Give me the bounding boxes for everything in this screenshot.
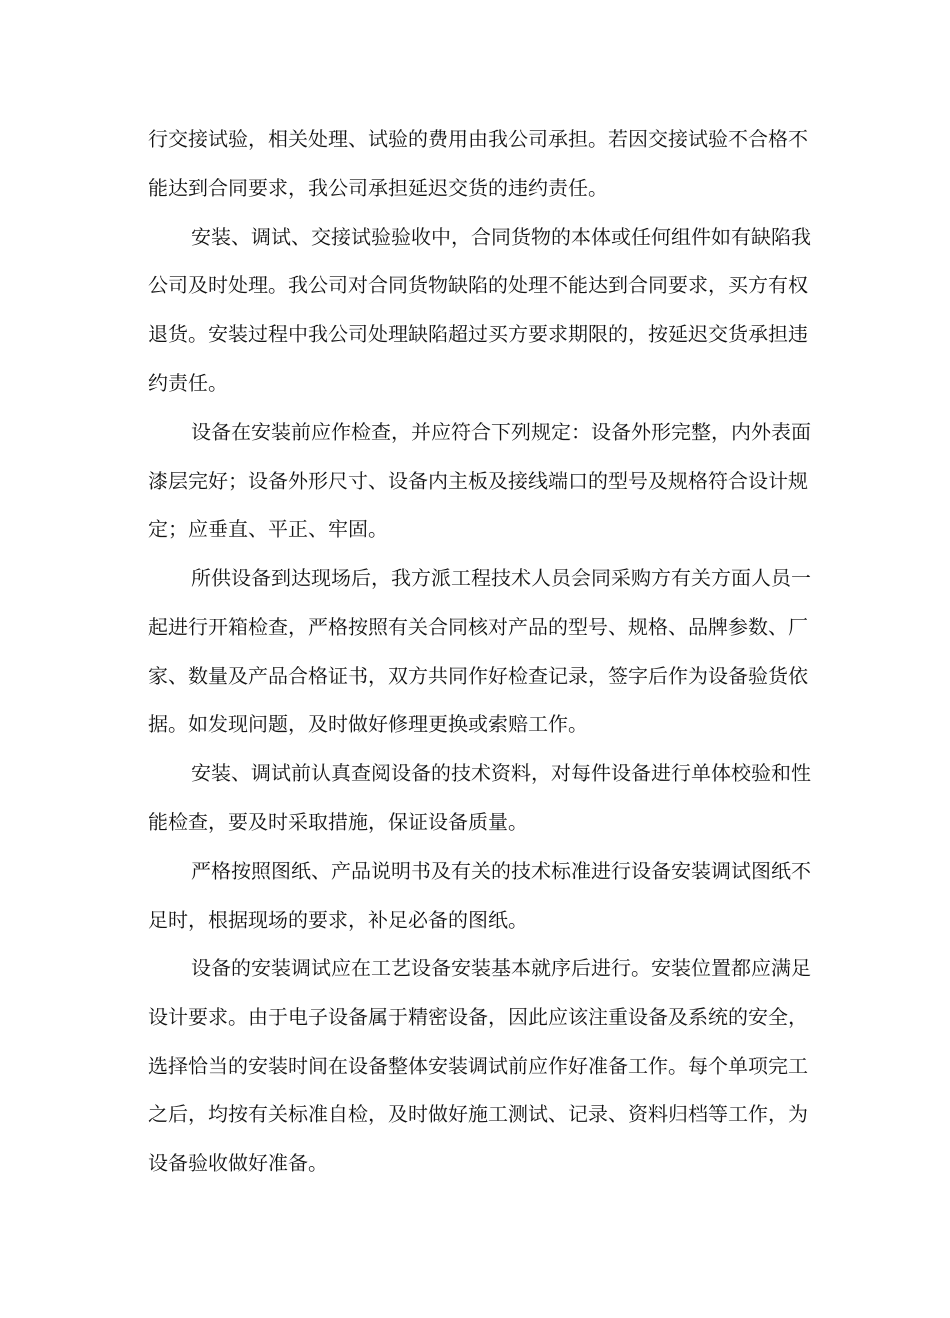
paragraph-6-line-1: 严格按照图纸、产品说明书及有关的技术标准进行设备安装调试图纸不 <box>191 859 811 883</box>
paragraph-1-line-1: 行交接试验，相关处理、试验的费用由我公司承担。若因交接试验不合格不 <box>148 127 808 151</box>
paragraph-6-line-2: 足时，根据现场的要求，补足必备的图纸。 <box>148 908 528 932</box>
paragraph-4-line-4: 据。如发现问题，及时做好修理更换或索赔工作。 <box>148 712 588 736</box>
paragraph-3-line-2: 漆层完好；设备外形尺寸、设备内主板及接线端口的型号及规格符合设计规 <box>148 469 808 493</box>
paragraph-7-line-2: 设计要求。由于电子设备属于精密设备，因此应该注重设备及系统的安全， <box>148 1005 808 1029</box>
paragraph-7-line-1: 设备的安装调试应在工艺设备安装基本就序后进行。安装位置都应满足 <box>191 956 811 980</box>
paragraph-7-line-5: 设备验收做好准备。 <box>148 1151 328 1175</box>
paragraph-7-line-4: 之后，均按有关标准自检，及时做好施工测试、记录、资料归档等工作，为 <box>148 1102 808 1126</box>
paragraph-5-line-2: 能检查，要及时采取措施，保证设备质量。 <box>148 810 528 834</box>
paragraph-7-line-3: 选择恰当的安装时间在设备整体安装调试前应作好准备工作。每个单项完工 <box>148 1054 808 1078</box>
paragraph-3-line-1: 设备在安装前应作检查，并应符合下列规定：设备外形完整，内外表面 <box>191 420 811 444</box>
paragraph-2-line-1: 安装、调试、交接试验验收中，合同货物的本体或任何组件如有缺陷我 <box>191 225 811 249</box>
paragraph-2-line-4: 约责任。 <box>148 371 228 395</box>
paragraph-4-line-2: 起进行开箱检查，严格按照有关合同核对产品的型号、规格、品牌参数、厂 <box>148 615 808 639</box>
paragraph-3-line-3: 定；应垂直、平正、牢固。 <box>148 517 388 541</box>
paragraph-2-line-2: 公司及时处理。我公司对合同货物缺陷的处理不能达到合同要求，买方有权 <box>148 273 808 297</box>
paragraph-4-line-1: 所供设备到达现场后，我方派工程技术人员会同采购方有关方面人员一 <box>191 566 811 590</box>
paragraph-2-line-3: 退货。安装过程中我公司处理缺陷超过买方要求期限的，按延迟交货承担违 <box>148 322 808 346</box>
paragraph-1-line-2: 能达到合同要求，我公司承担延迟交货的违约责任。 <box>148 176 608 200</box>
paragraph-5-line-1: 安装、调试前认真查阅设备的技术资料，对每件设备进行单体校验和性 <box>191 761 811 785</box>
paragraph-4-line-3: 家、数量及产品合格证书，双方共同作好检查记录，签字后作为设备验货依 <box>148 664 808 688</box>
